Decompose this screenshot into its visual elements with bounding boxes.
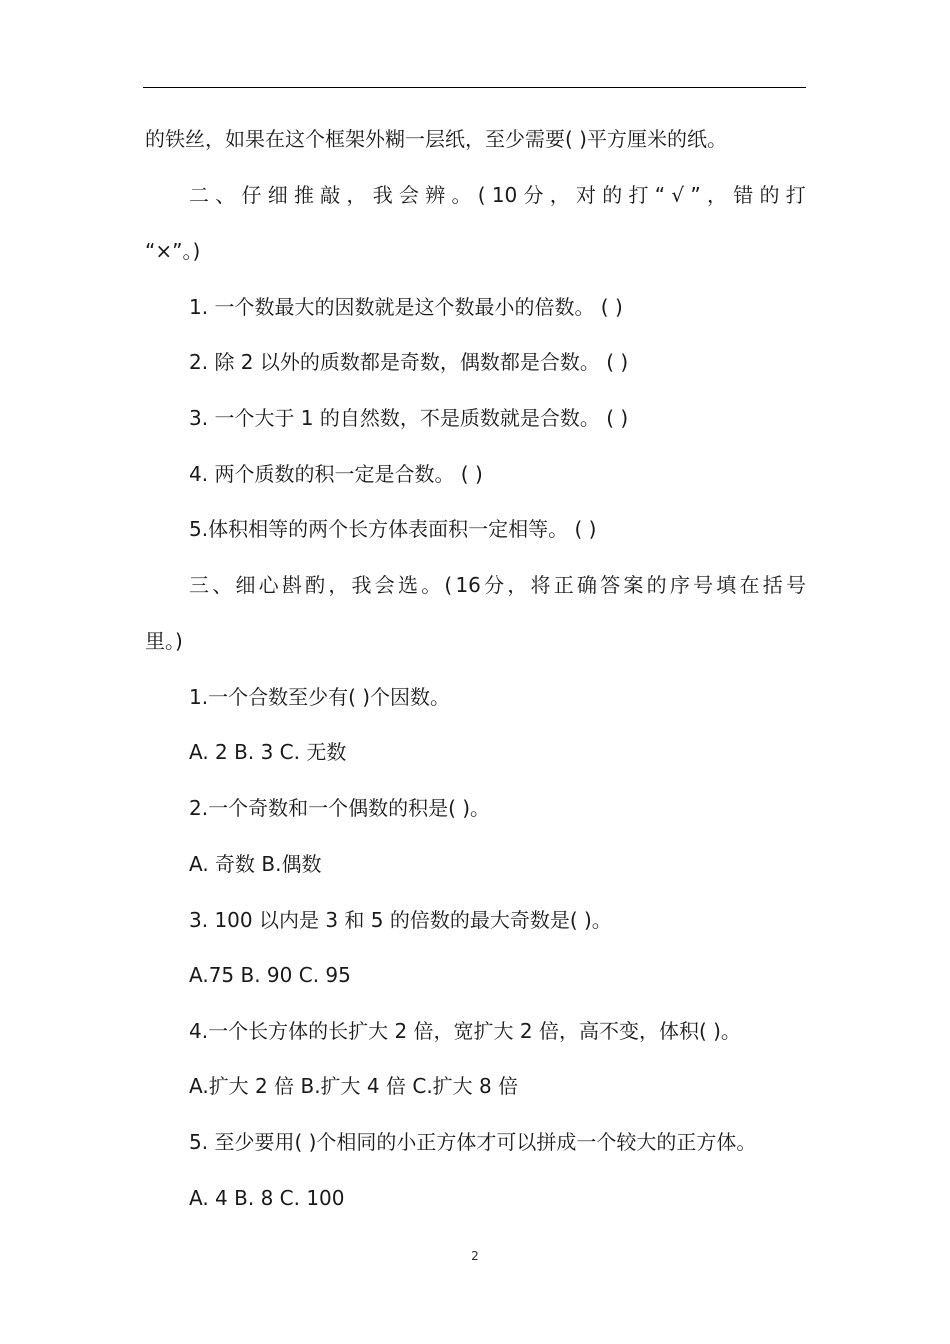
choice-question-5: 5. 至少要用( )个相同的小正方体才可以拼成一个较大的正方体。	[189, 1130, 757, 1154]
choice-question-4: 4.一个长方体的长扩大 2 倍，宽扩大 2 倍，高不变，体积( )。	[189, 1019, 741, 1043]
section-two-heading: 二 、 仔 细 推 敲 ， 我 会 辨 。 ( 10 分 ， 对 的 打 “ √ ” ， 错 的 打	[189, 183, 806, 207]
choice-question-2: 2.一个奇数和一个偶数的积是( )。	[189, 796, 491, 820]
section-three-heading: 三 、 细 心 斟 酌 ， 我 会 选 。 ( 16 分 ， 将 正 确 答 案 的 序 号 填 在 括 号	[189, 573, 806, 597]
page-number: 2	[471, 1249, 479, 1263]
choice-options-1: A. 2 B. 3 C. 无数	[189, 740, 347, 764]
text-line-continuation: 的铁丝，如果在这个框架外糊一层纸，至少需要( )平方厘米的纸。	[145, 127, 727, 151]
choice-options-5: A. 4 B. 8 C. 100	[189, 1186, 345, 1210]
header-rule	[143, 87, 806, 88]
judge-item-1: 1. 一个数最大的因数就是这个数最小的倍数。 ( )	[189, 295, 623, 319]
choice-options-4: A.扩大 2 倍 B.扩大 4 倍 C.扩大 8 倍	[189, 1074, 519, 1098]
judge-item-5: 5.体积相等的两个长方体表面积一定相等。 ( )	[189, 517, 597, 541]
choice-question-3: 3. 100 以内是 3 和 5 的倍数的最大奇数是( )。	[189, 908, 612, 932]
section-two-heading-cont: “×”。)	[145, 239, 201, 263]
judge-item-4: 4. 两个质数的积一定是合数。 ( )	[189, 462, 483, 486]
choice-options-2: A. 奇数 B.偶数	[189, 852, 322, 876]
judge-item-3: 3. 一个大于 1 的自然数，不是质数就是合数。 ( )	[189, 406, 629, 430]
choice-options-3: A.75 B. 90 C. 95	[189, 963, 351, 987]
choice-question-1: 1.一个合数至少有( )个因数。	[189, 685, 451, 709]
judge-item-2: 2. 除 2 以外的质数都是奇数，偶数都是合数。 ( )	[189, 350, 629, 374]
section-three-heading-cont: 里。)	[145, 629, 183, 653]
